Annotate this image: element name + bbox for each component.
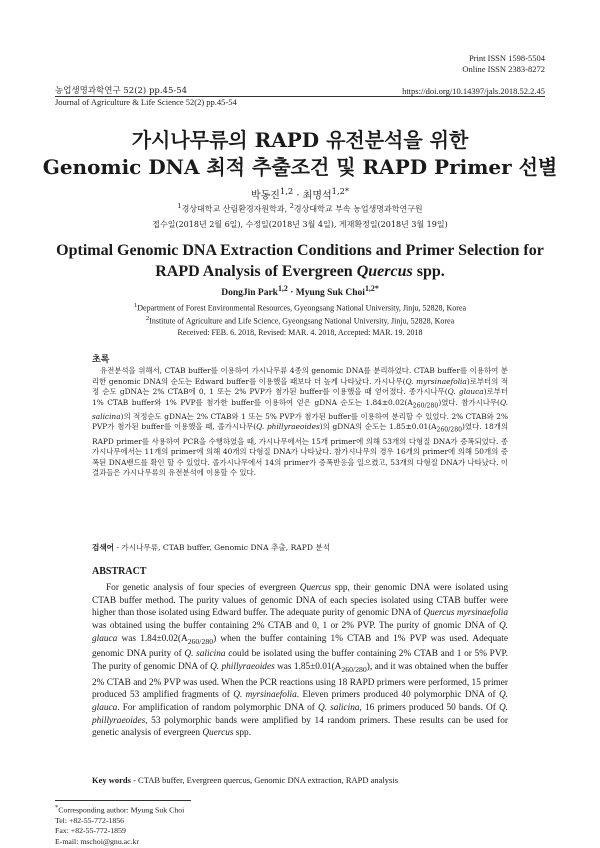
footnote-rule [55,800,191,801]
korean-keywords-list: - 가시나무류, CTAB buffer, Genomic DNA 추출, RAPD 분석 [116,543,331,552]
email-link[interactable]: E-mail: mschoi@gnu.ac.kr [55,836,140,846]
english-title-line2: RAPD Analysis of Evergreen Quercus spp. [155,263,445,280]
english-keywords-label: Key words [92,775,131,785]
print-issn: Print ISSN 1598-5504 [468,53,545,63]
korean-title-line1: 가시나무류의 RAPD 유전분석을 위한 [131,128,469,152]
english-keywords-list: - CTAB buffer, Evergreen quercus, Genomic DNA extraction, RAPD analysis [133,775,399,785]
corresponding-author: *Corresponding author: Myung Suk Choi [55,804,185,815]
english-title-line1: Optimal Genomic DNA Extraction Conditions and Primer Selection for [56,242,544,259]
journal-english: Journal of Agriculture & Life Science 52(2) pp.45-54 [55,96,237,107]
doi-link[interactable]: https://doi.org/10.14397/jals.2018.52.2.45 [402,86,545,96]
header-rule [55,96,545,97]
korean-abstract-body: 유전분석을 위해서, CTAB buffer를 이용하여 가시나무류 4종의 genomic DNA를 분리하였다. CTAB buffer를 이용하여 분리한 genomic DNA의 순도는 Edward buffer를 이용했을 때보다 더 높게 나타났다. 가시나무(Q. myrsinaefolia)로부터의 적정 순도 gDNA는 2% CTAB에 0, 1 또는 2% PVP가 첨가된 buffer를 이용했을 때 얻어졌다. 종가시나무(Q. glauca)로부터 1% CTAB buffer와 1% PVP를 첨가한 buffer를 이용하여 얻은 gDNA 순도는 $1.84\pm 0.02(A_{260/280})$였다. 참가시나무(Q. salicina)의 적정순도 gDNA는 2% CTAB와 1 또는 5% PVP가 첨가된 buffer를 이용하여 분리할 수 있었다. 2% CTAB와 2% PVP가 첨가된 buffer를 이용했을 때, 졸가시나무(Q. phillyraeoides)의 gDNA의 순도는 $1.85\pm 0.01(A_{260/280})$였다. 18개의 RAPD primer를 사용하여 PCR을 수행하였을 때, 가시나무에서는 15개 primer에 의해 53개의 다형질 DNA가 증폭되었다. 종가시나무에서는 11개의 primer에 의해 40개의 다형질 DNA가 나타났다. 참가시나무의 경우 16개의 primer에 의해 50개의 증폭된 DNA밴드를 확인 할 수 있었다. 졸가시나무에서 14의 primer가 증폭반응을 일으켰고, 53개의 다형질 DNA가 나타났다. 이 결과들은 가시나무류의 유전분석에 이용할 수 있다. [92,366,509,478]
english-authors: DongJin Park$^{1,2}$ · Myung Suk Choi$^{1,2*}$ [221,284,379,299]
fax: Fax: +82-55-772-1859 [55,826,126,836]
korean-authors: 박동진$^{1,2}$ · 최명석$^{1,2*}$ [250,186,350,202]
english-affiliation-1: $^1$Department of Forest Environmental Resources, Gyeongsang National University, Jinju, 52828, Korea [133,302,467,313]
korean-abstract-heading: 초록 [92,355,110,365]
corresponding-footnote [55,803,184,847]
english-abstract-heading: ABSTRACT [92,566,147,577]
korean-title-line2: Genomic DNA 최적 추출조건 및 RAPD Primer 선별 [42,155,558,179]
korean-keywords-label: 검색어 [92,543,115,552]
journal-korean: 농업생명과학연구 52(2) pp.45-54 [55,86,188,96]
english-dates: Received: FEB. 6. 2018, Revised: MAR. 4. 2018, Accepted: MAR. 19. 2018 [177,328,423,337]
issn-block [462,53,545,74]
korean-affiliations: $^1$경상대학교 산림환경자원학과, $^2$경상대학교 부속 농업생명과학연구원 [177,202,423,214]
tel: Tel: +82-55-772-1856 [55,816,125,825]
korean-title [0,127,600,181]
english-abstract-body: For genetic analysis of four species of evergreen Quercus spp, their genomic DNA were isolated using CTAB buffer method. The purity values of genomic DNA of each species isolated using CTAB buffer were higher than those isolated using Edward buffer. The adequate purity of genomic DNA of Quercus myrsinaefolia was obtained using the buffer containing 2% CTAB and 0, 1 or 2% PVP. The purity of gnomic DNA of Q. glauca was $1.84\pm 0.02(A_{260/280})$ when the buffer containing 1% CTAB and 1% PVP was used. Adequate genomic DNA purity of Q. salicina could be isolated using the buffer containing 2% CTAB and 1 or 5% PVP. The purity of genomic DNA of Q. phillyraeoides was $1.85\pm 0.01(A_{260/280})$, and it was obtained when the buffer 2% CTAB and 2% PVP was used. When the PCR reactions using 18 RAPD primers were performed, 15 primer produced 53 amplified fragments of Q. myrsinaefolia. Eleven primers produced 40 polymorphic DNA of Q. glauca. For amplification of random polymorphic DNA of Q. salicina, 16 primers produced 50 bands. Of Q. phillyraeoides, 53 polymorphic bands were amplified by 14 random primers. These results can be used for genetic analysis of evergreen Quercus spp. [92,583,509,739]
english-keywords [92,775,508,785]
english-affiliation-2: $^2$Institute of Agriculture and Life Science, Gyeongsang National University, Jinju, 52828, Korea [145,314,455,326]
korean-keywords [92,542,508,553]
korean-dates: 접수일(2018년 2월 6일), 수정일(2018년 3월 4일), 게재확정일(2018년 3월 19일) [152,220,448,229]
english-affiliations [0,301,600,326]
online-issn: Online ISSN 2383-8272 [462,63,545,74]
english-title [0,240,600,282]
